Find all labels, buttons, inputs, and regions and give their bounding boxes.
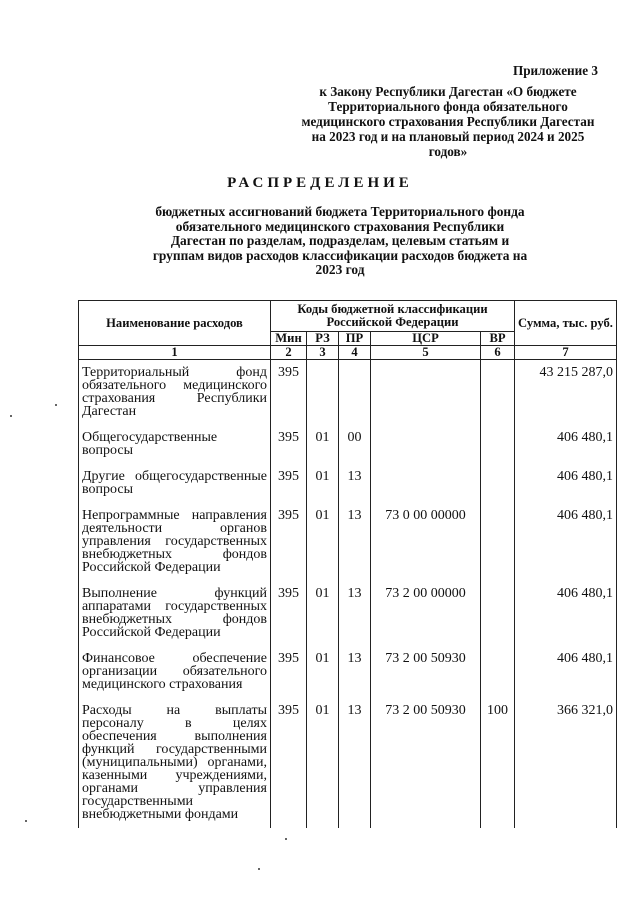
cell-name: Выполнение функций аппаратами государственных внебюджетных фондов Российской Федерации xyxy=(79,581,271,646)
cell-csr: 73 0 00 00000 xyxy=(371,503,481,581)
cell-rz: 01 xyxy=(307,464,339,503)
budget-table xyxy=(78,300,617,828)
cell-name: Финансовое обеспечение организации обязательного медицинского страхования xyxy=(79,646,271,698)
cell-vr xyxy=(481,503,515,581)
cell-csr: 73 2 00 00000 xyxy=(371,581,481,646)
cell-pr xyxy=(339,360,371,426)
table-row xyxy=(79,581,617,646)
cell-sum: 406 480,1 xyxy=(515,503,617,581)
cell-pr: 13 xyxy=(339,646,371,698)
cell-csr: 73 2 00 50930 xyxy=(371,646,481,698)
cell-vr xyxy=(481,360,515,426)
header-min: Мин xyxy=(271,332,307,346)
header-rz: РЗ xyxy=(307,332,339,346)
cell-sum: 406 480,1 xyxy=(515,464,617,503)
cell-sum: 366 321,0 xyxy=(515,698,617,828)
appendix-block xyxy=(298,63,598,159)
cell-rz: 01 xyxy=(307,425,339,464)
appendix-reference: к Закону Республики Дагестан «О бюджете Территориального фонда обязательного медицинского страхования Республики Дагестан на 2023 год и на плановый период 2024 и 2025 годов» xyxy=(301,84,595,159)
cell-name: Непрограммные направления деятельности органов управления государственных внебюджетных фондов Российской Федерации xyxy=(79,503,271,581)
table-row xyxy=(79,360,617,426)
cell-pr: 00 xyxy=(339,425,371,464)
scan-speck xyxy=(258,868,260,870)
table-header xyxy=(79,301,617,360)
cell-min: 395 xyxy=(271,360,307,426)
cell-min: 395 xyxy=(271,646,307,698)
header-name: Наименование расходов xyxy=(79,301,271,346)
cell-csr: 73 2 00 50930 xyxy=(371,698,481,828)
table-row xyxy=(79,464,617,503)
cell-csr xyxy=(371,464,481,503)
cell-vr xyxy=(481,646,515,698)
cell-min: 395 xyxy=(271,581,307,646)
column-number: 6 xyxy=(481,346,515,360)
cell-min: 395 xyxy=(271,464,307,503)
header-vr: ВР xyxy=(481,332,515,346)
cell-pr: 13 xyxy=(339,698,371,828)
cell-rz xyxy=(307,360,339,426)
cell-pr: 13 xyxy=(339,464,371,503)
scan-speck xyxy=(10,415,12,417)
cell-vr xyxy=(481,581,515,646)
header-csr: ЦСР xyxy=(371,332,481,346)
table-row xyxy=(79,698,617,828)
table-row xyxy=(79,425,617,464)
cell-sum: 406 480,1 xyxy=(515,646,617,698)
cell-csr xyxy=(371,360,481,426)
column-number: 2 xyxy=(271,346,307,360)
cell-pr: 13 xyxy=(339,503,371,581)
column-numbers-row xyxy=(79,346,617,360)
cell-sum: 406 480,1 xyxy=(515,425,617,464)
appendix-title: Приложение 3 xyxy=(512,63,598,78)
header-pr: ПР xyxy=(339,332,371,346)
cell-name: Территориальный фонд обязательного медицинского страхования Республики Дагестан xyxy=(79,360,271,426)
table-row xyxy=(79,646,617,698)
cell-min: 395 xyxy=(271,503,307,581)
cell-name: Другие общегосударственные вопросы xyxy=(79,464,271,503)
cell-csr xyxy=(371,425,481,464)
document-subheading: бюджетных ассигнований бюджета Территориального фонда обязательного медицинского страхования Республики Дагестан по разделам, подразделам, целевым статьям и группам видов расходов классификации расходов бюджета на 2023 год xyxy=(152,204,528,277)
cell-min: 395 xyxy=(271,425,307,464)
cell-rz: 01 xyxy=(307,698,339,828)
scan-speck xyxy=(55,404,57,406)
cell-sum: 43 215 287,0 xyxy=(515,360,617,426)
column-number: 1 xyxy=(79,346,271,360)
table-row xyxy=(79,503,617,581)
scan-speck xyxy=(25,820,27,822)
cell-pr: 13 xyxy=(339,581,371,646)
column-number: 4 xyxy=(339,346,371,360)
column-number: 5 xyxy=(371,346,481,360)
document-heading: РАСПРЕДЕЛЕНИЕ xyxy=(227,175,413,191)
cell-rz: 01 xyxy=(307,503,339,581)
cell-name: Общегосударственные вопросы xyxy=(79,425,271,464)
header-sum: Сумма, тыс. руб. xyxy=(515,301,617,346)
cell-sum: 406 480,1 xyxy=(515,581,617,646)
cell-name: Расходы на выплаты персоналу в целях обеспечения выполнения функций государственными (муниципальными) органами, казенными учреждениями, органами управления государственными внебюджетными фондами xyxy=(79,698,271,828)
cell-vr xyxy=(481,464,515,503)
column-number: 3 xyxy=(307,346,339,360)
cell-vr xyxy=(481,425,515,464)
scan-speck xyxy=(285,838,287,840)
table-body xyxy=(79,360,617,829)
header-codes-group: Коды бюджетной классификации Российской Федерации xyxy=(271,301,515,332)
column-number: 7 xyxy=(515,346,617,360)
cell-vr: 100 xyxy=(481,698,515,828)
cell-rz: 01 xyxy=(307,646,339,698)
cell-rz: 01 xyxy=(307,581,339,646)
cell-min: 395 xyxy=(271,698,307,828)
